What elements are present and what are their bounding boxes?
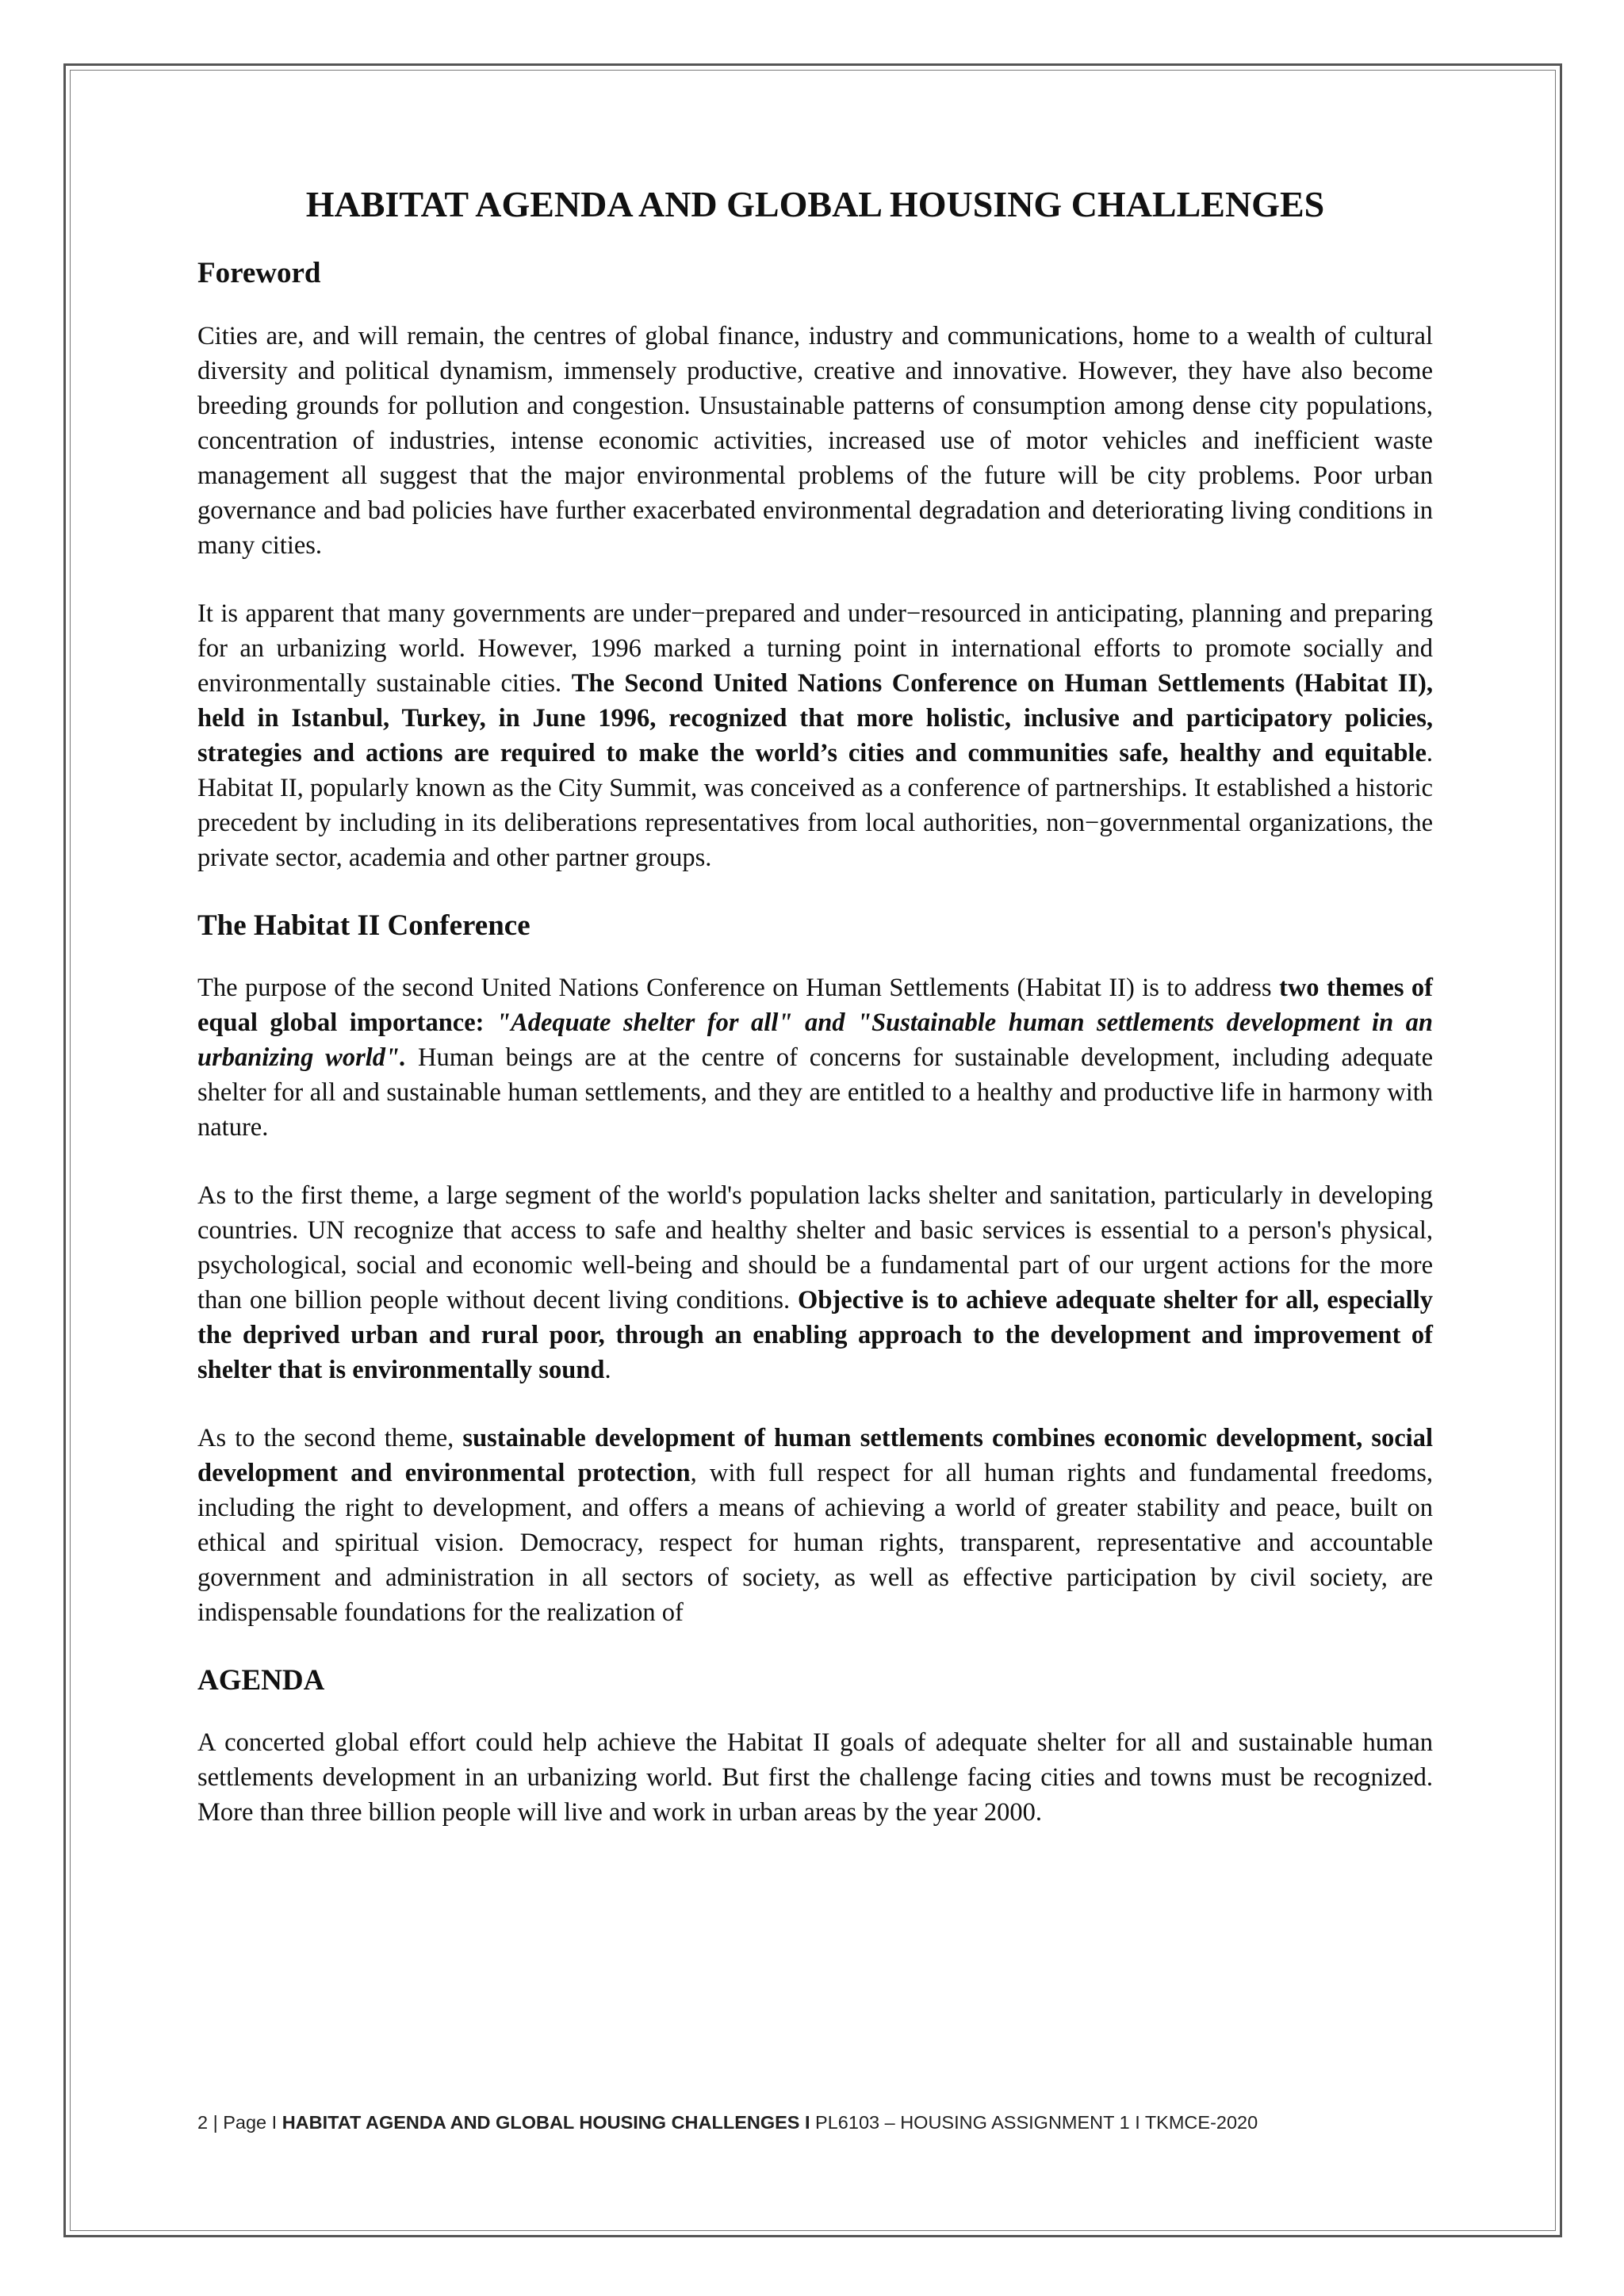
page-footer <box>197 2112 1433 2133</box>
text-run: As to the second theme, <box>197 1423 463 1452</box>
text-run: It is apparent that many governments are under−prepared and under−resourced in anticipating, planning and preparing for an urbanizing world. However, 1996 marked a turning point in international efforts to promote socially and environmentally sustainable cities. <box>197 599 1433 698</box>
conference-paragraph-1 <box>197 970 1433 1145</box>
bold-run: two themes of equal global importance: <box>197 973 1433 1037</box>
document-body <box>197 182 1433 1830</box>
bold-run: Objective is to achieve adequate shelter for all, especially the deprived urban and rural poor, through an enabling approach to the development and improvement of shelter that is environmentally sound <box>197 1285 1433 1384</box>
footer-title: HABITAT AGENDA AND GLOBAL HOUSING CHALLENGES I <box>282 2112 810 2133</box>
bold-run: sustainable development of human settlements combines economic development, social development and environmental protection <box>197 1423 1433 1487</box>
conference-heading: The Habitat II Conference <box>197 909 530 942</box>
foreword-paragraph-1: Cities are, and will remain, the centres of global finance, industry and communications, home to a wealth of cultural diversity and political dynamism, immensely productive, creative and innovative. However, they have also become breeding grounds for pollution and congestion. Unsustainable patterns of consumption among dense city populations, concentration of industries, intense economic activities, increased use of motor vehicles and inefficient waste management all suggest that the major environmental problems of the future will be city problems. Poor urban governance and bad policies have further exacerbated environmental degradation and deteriorating living conditions in many cities. <box>197 321 1433 560</box>
text-run: . Habitat II, popularly known as the City Summit, was conceived as a conference of partnerships. It established a historic precedent by including in its deliberations representatives from local authorities, non−governmental organizations, the private sector, academia and other partner groups. <box>197 738 1433 872</box>
text-run: The purpose of the second United Nations Conference on Human Settlements (Habitat II) is to address <box>197 973 1280 1002</box>
text-run: . <box>604 1355 611 1384</box>
conference-paragraph-2 <box>197 1178 1433 1387</box>
bold-run: The Second United Nations Conference on Human Settlements (Habitat II), held in Istanbul, Turkey, in June 1996, recognized that more holistic, inclusive and participatory policies, strategies and actions are required to make the world’s cities and communities safe, healthy and equitable <box>197 668 1433 767</box>
text-run: Human beings are at the centre of concerns for sustainable development, including adequate shelter for all and sustainable human settlements, and they are entitled to a healthy and productive life in harmony with nature. <box>197 1043 1433 1142</box>
document-title: HABITAT AGENDA AND GLOBAL HOUSING CHALLENGES <box>305 184 1325 224</box>
foreword-heading: Foreword <box>197 257 321 290</box>
italic-run: "Adequate shelter for all" and "Sustainable human settlements development in an urbanizing world". <box>197 1008 1434 1072</box>
footer-page-number: 2 | Page I <box>197 2112 282 2133</box>
agenda-paragraph-1: A concerted global effort could help achieve the Habitat II goals of adequate shelter for all and sustainable human settlements development in an urbanizing world. But first the challenge facing cities and towns must be recognized. More than three billion people will live and work in urban areas by the year 2000. <box>197 1728 1433 1827</box>
footer-course-info: PL6103 – HOUSING ASSIGNMENT 1 I TKMCE-2020 <box>810 2112 1258 2133</box>
conference-paragraph-3 <box>197 1421 1433 1630</box>
foreword-paragraph-2 <box>197 596 1433 875</box>
agenda-heading: AGENDA <box>197 1663 325 1697</box>
text-run: , with full respect for all human rights and fundamental freedoms, including the right to development, and offers a means of achieving a world of greater stability and peace, built on ethical and spiritual vision. Democracy, respect for human rights, transparent, representative and accountable government and administration in all sectors of society, as well as effective participation by civil society, are indispensable foundations for the realization of <box>197 1458 1433 1627</box>
text-run: As to the first theme, a large segment of the world's population lacks shelter and sanitation, particularly in developing countries. UN recognize that access to safe and healthy shelter and basic services is essential to a person's physical, psychological, social and economic well-being and should be a fundamental part of our urgent actions for the more than one billion people without decent living conditions. <box>197 1181 1433 1314</box>
